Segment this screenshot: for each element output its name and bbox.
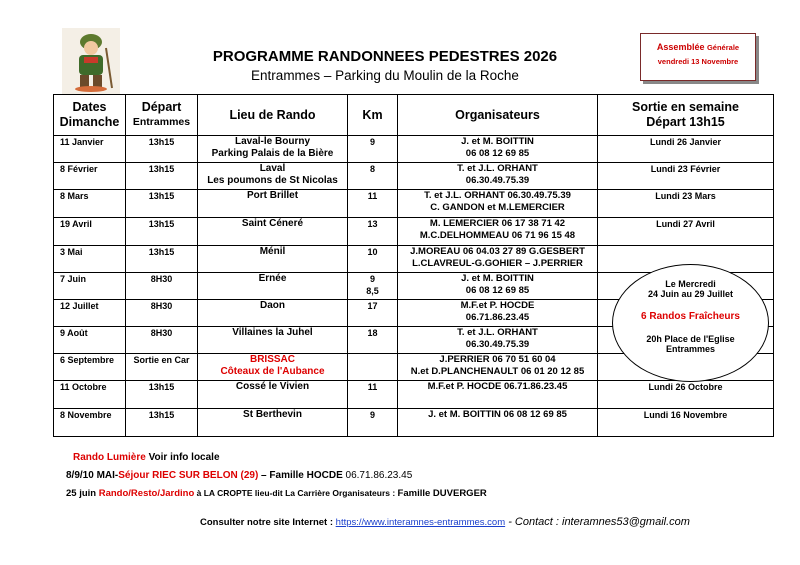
page-title: PROGRAMME RANDONNEES PEDESTRES 2026 [212, 48, 558, 65]
cell-depart: 8H30 [126, 300, 198, 327]
assembly-label: Assemblée [656, 42, 705, 52]
cell-date: 6 Septembre [54, 354, 126, 381]
cell-date: 11 Octobre [54, 381, 126, 409]
cell-depart: 13h15 [126, 381, 198, 409]
cell-km: 9 [348, 136, 398, 163]
cell-depart: 13h15 [126, 246, 198, 273]
cell-depart: 13h15 [126, 409, 198, 437]
header-sortie: Sortie en semaine Départ 13h15 [598, 95, 774, 136]
cell-date: 8 Février [54, 163, 126, 190]
table-row [54, 381, 774, 409]
cell-date: 3 Mai [54, 246, 126, 273]
cell-sortie: Lundi 26 Janvier [598, 136, 774, 163]
wednesday-line3: 6 Randos Fraîcheurs [641, 311, 740, 322]
cell-km: 11 [348, 381, 398, 409]
footer-label: Consulter notre site Internet : [200, 517, 336, 528]
cell-lieu: Ernée [198, 273, 348, 300]
website-link[interactable]: https://www.interamnes-entrammes.com [335, 517, 506, 528]
cell-lieu: Laval-le Bourny Parking Palais de la Bière [198, 136, 348, 163]
cell-lieu: Laval Les poumons de St Nicolas [198, 163, 348, 190]
wednesday-line1: Le Mercredi [665, 279, 716, 289]
cell-depart: 13h15 [126, 218, 198, 246]
club-logo [62, 28, 120, 94]
footer [200, 516, 720, 528]
cell-depart: Sortie en Car [126, 354, 198, 381]
header-organisateurs: Organisateurs [398, 95, 598, 136]
cell-sortie: Lundi 16 Novembre [598, 409, 774, 437]
table-row [54, 190, 774, 218]
cell-lieu: Cossé le Vivien [198, 381, 348, 409]
header-km: Km [348, 95, 398, 136]
cell-organisateurs: J. et M. BOITTIN 06 08 12 69 85 [398, 136, 598, 163]
cell-depart: 13h15 [126, 163, 198, 190]
header-dates: Dates Dimanche [54, 95, 126, 136]
hiker-mascot-icon [62, 28, 120, 94]
cell-date: 7 Juin [54, 273, 126, 300]
table-row [54, 218, 774, 246]
wednesday-line5: Entrammes [665, 344, 716, 354]
cell-date: 9 Août [54, 327, 126, 354]
cell-km: 11 [348, 190, 398, 218]
cell-km: 10 [348, 246, 398, 273]
cell-organisateurs: J.PERRIER 06 70 51 60 04 N.et D.PLANCHENAULT 06 01 20 12 85 [398, 354, 598, 381]
cell-km: 18 [348, 327, 398, 354]
cell-organisateurs: M.F.et P. HOCDE 06.71.86.23.45 [398, 381, 598, 409]
wednesday-line2: 24 Juin au 29 Juillet [647, 289, 734, 299]
cell-lieu: St Berthevin [198, 409, 348, 437]
cell-organisateurs: T. et J.L. ORHANT 06.30.49.75.39 C. GANDON et M.LEMERCIER [398, 190, 598, 218]
cell-lieu: Daon [198, 300, 348, 327]
cell-depart: 8H30 [126, 273, 198, 300]
cell-organisateurs: M. LEMERCIER 06 17 38 71 42 M.C.DELHOMMEAU 06 71 96 15 48 [398, 218, 598, 246]
cell-lieu: Port Brillet [198, 190, 348, 218]
assembly-label-small: Générale [706, 43, 740, 52]
assembly-notice-box [640, 33, 756, 81]
cell-organisateurs: J.MOREAU 06 04.03 27 89 G.GESBERT L.CLAVREUL-G.GOHIER – J.PERRIER [398, 246, 598, 273]
cell-km: 13 [348, 218, 398, 246]
note-sejour: 8/9/10 MAI-Séjour RIEC SUR BELON (29) – Famille HOCDE 06.71.86.23.45 [66, 470, 413, 481]
cell-depart: 13h15 [126, 136, 198, 163]
cell-depart: 8H30 [126, 327, 198, 354]
cell-lieu: BRISSAC Côteaux de l'Aubance [198, 354, 348, 381]
assembly-date: vendredi 13 Novembre [657, 57, 739, 66]
cell-sortie: Lundi 23 Février [598, 163, 774, 190]
cell-km: 8 [348, 163, 398, 190]
cell-km: 9 8,5 [348, 273, 398, 300]
page-subtitle: Entrammes – Parking du Moulin de la Roche [251, 68, 519, 83]
wednesday-hikes-oval [612, 264, 769, 382]
cell-date: 8 Novembre [54, 409, 126, 437]
cell-sortie: Lundi 26 Octobre [598, 381, 774, 409]
contact-email: - Contact : interamnes53@gmail.com [505, 516, 690, 528]
cell-date: 12 Juillet [54, 300, 126, 327]
table-row [54, 163, 774, 190]
cell-km: 9 [348, 409, 398, 437]
cell-organisateurs: T. et J.L. ORHANT 06.30.49.75.39 [398, 327, 598, 354]
cell-date: 19 Avril [54, 218, 126, 246]
header-lieu: Lieu de Rando [198, 95, 348, 136]
schedule-table [53, 94, 774, 437]
cell-sortie: Lundi 27 Avril [598, 218, 774, 246]
note-rando-lumiere: Rando Lumière Voir info locale [73, 452, 220, 463]
cell-km: 17 [348, 300, 398, 327]
cell-organisateurs: J. et M. BOITTIN 06 08 12 69 85 [398, 409, 598, 437]
cell-organisateurs: T. et J.L. ORHANT 06.30.49.75.39 [398, 163, 598, 190]
cell-lieu: Ménil [198, 246, 348, 273]
cell-date: 11 Janvier [54, 136, 126, 163]
cell-date: 8 Mars [54, 190, 126, 218]
table-header-row [54, 95, 774, 136]
note-rando-resto: 25 juin Rando/Resto/Jardino à LA CROPTE lieu-dit La Carrière Organisateurs : Famille DUVERGER [66, 488, 487, 499]
cell-depart: 13h15 [126, 190, 198, 218]
cell-sortie: Lundi 23 Mars [598, 190, 774, 218]
cell-organisateurs: M.F.et P. HOCDE 06.71.86.23.45 [398, 300, 598, 327]
table-row [54, 136, 774, 163]
header-depart: Départ Entrammes [126, 95, 198, 136]
cell-lieu: Saint Céneré [198, 218, 348, 246]
table-row [54, 409, 774, 437]
cell-organisateurs: J. et M. BOITTIN 06 08 12 69 85 [398, 273, 598, 300]
cell-km [348, 354, 398, 381]
cell-lieu: Villaines la Juhel [198, 327, 348, 354]
wednesday-line4: 20h Place de l'Eglise [646, 334, 735, 344]
